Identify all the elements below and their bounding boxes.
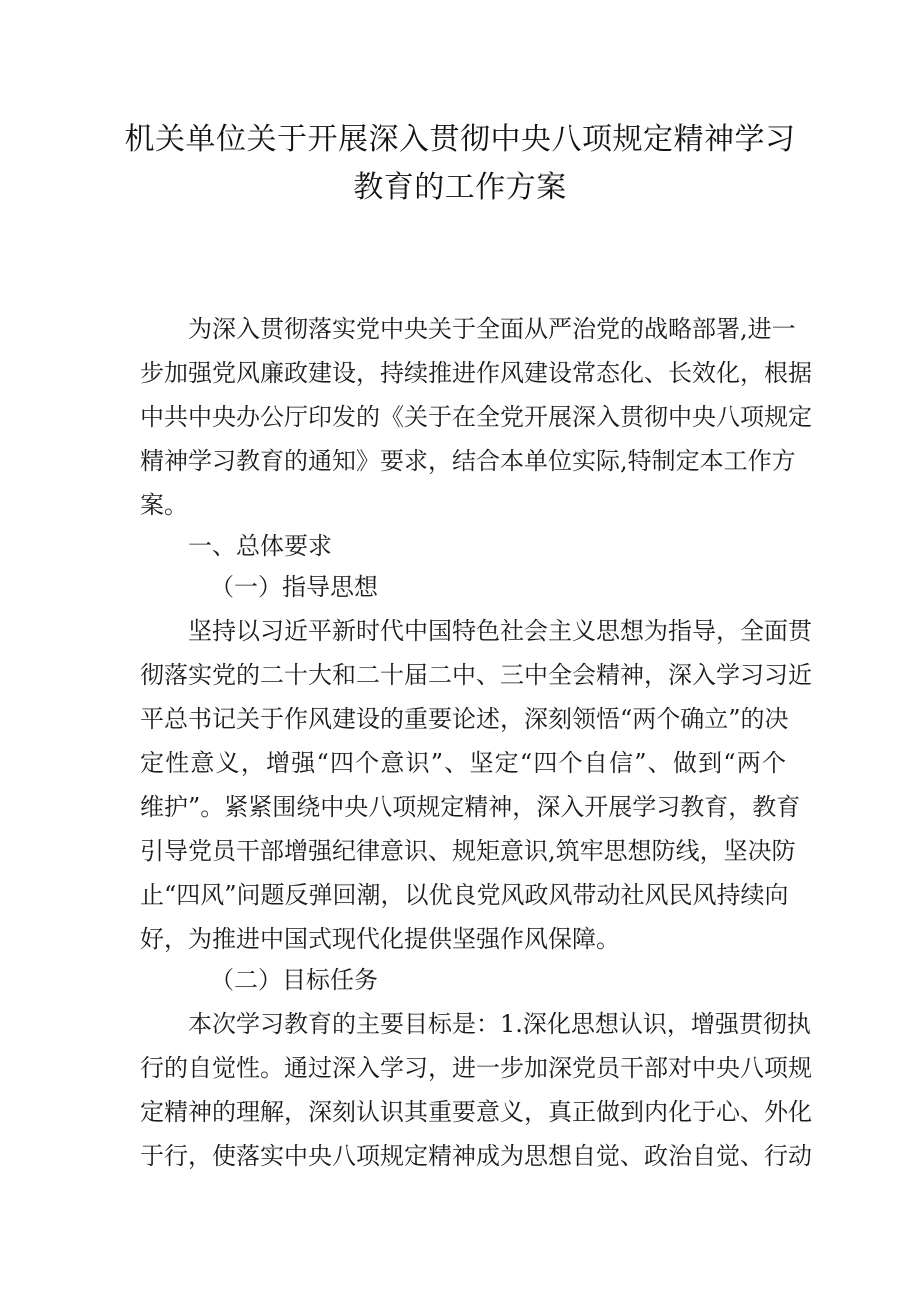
subsection-heading: （一）指导思想 xyxy=(210,573,378,601)
body-line: 精神学习教育的通知》要求，结合本单位实际,特制定本工作方 xyxy=(140,447,796,475)
body-line: 坚持以习近平新时代中国特色社会主义思想为指导，全面贯 xyxy=(188,617,812,645)
body-line: 定精神的理解，深刻认识其重要意义，真正做到内化于心、外化 xyxy=(140,1098,812,1126)
body-line: 好，为推进中国式现代化提供坚强作风保障。 xyxy=(140,925,620,953)
body-line: 彻落实党的二十大和二十届二中、三中全会精神，深入学习习近 xyxy=(140,661,812,689)
body-line: 定性意义，增强“四个意识”、坚定“四个自信”、做到“两个 xyxy=(140,749,786,777)
body-line: 本次学习教育的主要目标是：1.深化思想认识，增强贯彻执 xyxy=(188,1010,811,1038)
section-heading: 一、总体要求 xyxy=(188,532,332,560)
subsection-heading: （二）目标任务 xyxy=(210,966,378,994)
body-line: 平总书记关于作风建设的重要论述，深刻领悟“两个确立”的决 xyxy=(140,705,789,733)
document-title-line-2: 教育的工作方案 xyxy=(353,170,567,205)
body-line: 案。 xyxy=(140,491,188,519)
body-line: 维护”。紧紧围绕中央八项规定精神，深入开展学习教育，教育 xyxy=(140,793,801,821)
body-line: 步加强党风廉政建设，持续推进作风建设常态化、长效化，根据 xyxy=(140,359,812,387)
body-line: 止“四风”问题反弹回潮，以优良党风政风带动社风民风持续向 xyxy=(140,881,789,909)
body-line: 中共中央办公厅印发的《关于在全党开展深入贯彻中央八项规定 xyxy=(140,403,812,431)
body-line: 为深入贯彻落实党中央关于全面从严治党的战略部署,进一 xyxy=(188,315,796,343)
body-line: 于行，使落实中央八项规定精神成为思想自觉、政治自觉、行动 xyxy=(140,1142,812,1170)
body-line: 引导党员干部增强纪律意识、规矩意识,筑牢思想防线，坚决防 xyxy=(140,837,796,865)
document-title-line-1: 机关单位关于开展深入贯彻中央八项规定精神学习 xyxy=(124,122,796,157)
body-line: 行的自觉性。通过深入学习，进一步加深党员干部对中央八项规 xyxy=(140,1054,812,1082)
